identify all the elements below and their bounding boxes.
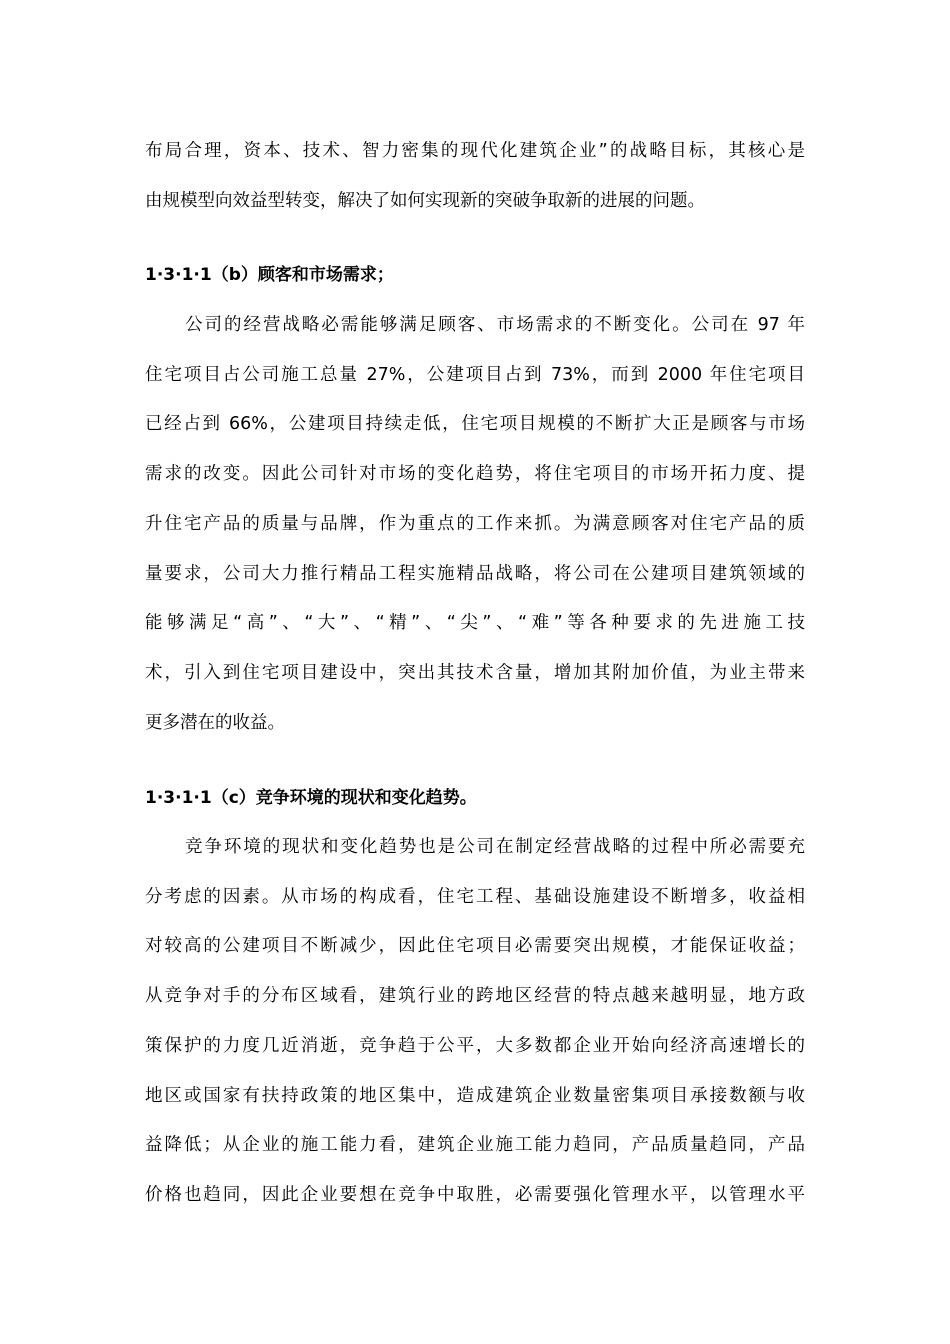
paragraph-line: 价格也趋同，因此企业要想在竞争中取胜，必需要强化管理水平，以管理水平 <box>145 1185 805 1205</box>
paragraph-line: 竞争环境的现状和变化趋势也是公司在制定经营战略的过程中所必需要充 <box>185 837 805 857</box>
paragraph-line: 公司的经营战略必需能够满足顾客、市场需求的不断变化。公司在 97 年 <box>185 315 805 335</box>
paragraph-line: 从竞争对手的分布区域看，建筑行业的跨地区经营的特点越来越明显，地方政 <box>145 986 805 1006</box>
paragraph-line: 益降低；从企业的施工能力看，建筑企业施工能力趋同，产品质量趋同，产品 <box>145 1135 805 1155</box>
paragraph-line: 策保护的力度几近消逝，竞争趋于公平，大多数都企业开始向经济高速增长的 <box>145 1036 805 1056</box>
section-heading-b: 1·3·1·1（b）顾客和市场需求； <box>145 265 394 285</box>
paragraph-line: 对较高的公建项目不断减少，因此住宅项目必需要突出规模，才能保证收益； <box>145 936 805 956</box>
paragraph-line: 已经占到 66%，公建项目持续走低，住宅项目规模的不断扩大正是顾客与市场 <box>145 414 805 434</box>
paragraph-line: 住宅项目占公司施工总量 27%，公建项目占到 73%，而到 2000 年住宅项目 <box>145 365 805 385</box>
paragraph-line: 术，引入到住宅项目建设中，突出其技术含量，增加其附加价值，为业主带来 <box>145 663 805 683</box>
paragraph-line: 量要求，公司大力推行精品工程实施精品战略，将公司在公建项目建筑领域的 <box>145 564 805 584</box>
paragraph-line: 需求的改变。因此公司针对市场的变化趋势，将住宅项目的市场开拓力度、提 <box>145 464 805 484</box>
paragraph-line: 升住宅产品的质量与品牌，作为重点的工作来抓。为满意顾客对住宅产品的质 <box>145 514 805 534</box>
section-heading-c: 1·3·1·1（c）竞争环境的现状和变化趋势。 <box>145 788 477 808</box>
paragraph-line: 能够满足“高”、“大”、“精”、“尖”、“难”等各种要求的先进施工技 <box>145 613 805 633</box>
paragraph-line: 由规模型向效益型转变，解决了如何实现新的突破争取新的进展的问题。 <box>145 191 705 211</box>
paragraph-line: 更多潜在的收益。 <box>145 713 285 733</box>
paragraph-line: 分考虑的因素。从市场的构成看，住宅工程、基础设施建设不断增多，收益相 <box>145 887 805 907</box>
paragraph-line: 布局合理，资本、技术、智力密集的现代化建筑企业”的战略目标，其核心是 <box>145 141 805 161</box>
paragraph-line: 地区或国家有扶持政策的地区集中，造成建筑企业数量密集项目承接数额与收 <box>145 1086 805 1106</box>
